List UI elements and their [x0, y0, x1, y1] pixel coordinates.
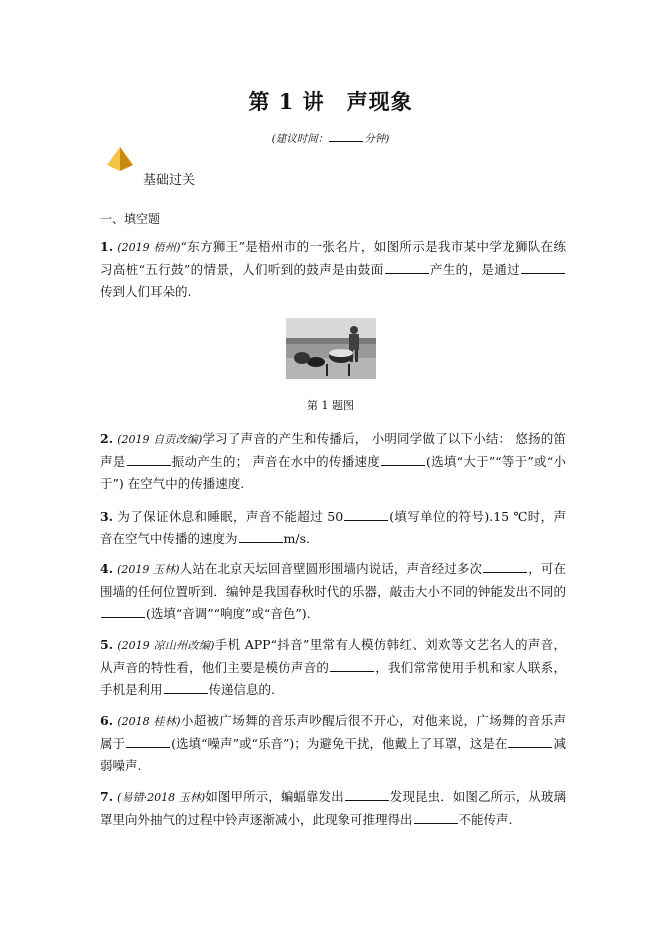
question-text: m/s. — [283, 531, 310, 546]
question-text: (填写单位的符号).15 ℃时，声音在空气中传播的速度为 — [100, 509, 566, 546]
question-text: ，可在围墙的任何位置听到．编钟是我国春秋时代的乐器，敲击大小不同的钟能发出不同的 — [100, 561, 566, 599]
time-hint — [0, 131, 661, 146]
question-1 — [100, 236, 566, 303]
question-3 — [100, 506, 566, 550]
question-text: 学习了声音的产生和传播后， 小明同学做了以下小结： 悠扬的笛声是 — [100, 431, 566, 469]
question-2 — [100, 428, 566, 495]
question-7 — [100, 786, 566, 831]
answer-blank — [344, 508, 388, 521]
question-text: 如图甲所示，蝙蝠靠发出 — [205, 789, 344, 804]
answer-blank — [101, 605, 145, 618]
answer-blank — [164, 681, 208, 694]
question-text: 传递信息的. — [208, 682, 275, 697]
question-text: 减弱噪声. — [100, 736, 566, 773]
question-text: 产生的，是通过 — [429, 262, 520, 277]
question-text: ，我们常常使用手机和家人联系，手机是利用 — [100, 660, 566, 697]
question-text: 手机 APP“抖音”里常有人模仿韩红、刘欢等文艺名人的声音，从声音的特性看，他们主要是模仿声音的 — [100, 637, 566, 675]
answer-blank — [345, 788, 389, 801]
answer-blank — [239, 530, 283, 543]
question-number: 3. — [100, 509, 114, 524]
answer-blank — [521, 261, 565, 274]
time-blank — [329, 132, 363, 142]
answer-blank — [414, 811, 458, 824]
answer-blank — [127, 453, 171, 466]
question-text: 传到人们耳朵的. — [100, 284, 192, 299]
question-number: 7. — [100, 789, 114, 804]
answer-blank — [330, 659, 374, 672]
question-4 — [100, 558, 566, 625]
question-text: (选填“音调”“响度”或“音色”). — [146, 606, 311, 621]
pyramid-icon — [105, 146, 135, 172]
question-text: “东方狮王”是梧州市的一张名片，如图所示是我市某中学龙狮队在练习高桩“五行鼓”的情景，人们听到的鼓声是由鼓面 — [100, 239, 566, 277]
question-text: 不能传声. — [458, 812, 513, 827]
question-text: (选填“噪声”或“乐音”)；为避免干扰，他戴上了耳罩，这是在 — [171, 736, 508, 751]
question-number: 1. — [100, 239, 114, 254]
question-number: 5. — [100, 637, 114, 652]
question-source: (2019 梧州) — [117, 241, 181, 254]
question-text: (选填“大于”“等于”或“小于”) 在空气中的传播速度. — [100, 454, 566, 491]
question-text: 为了保证休息和睡眠，声音不能超过 50 — [117, 509, 344, 524]
question-text: 人站在北京天坛回音壁圆形围墙内说话，声音经过多次 — [179, 561, 483, 576]
time-hint-prefix: (建议时间： — [271, 133, 329, 145]
question-6 — [100, 710, 566, 777]
question-source: (2019 自贡改编) — [117, 433, 203, 446]
question-source: (2018 桂林) — [117, 715, 181, 728]
question-number: 6. — [100, 713, 114, 728]
section-title: 基础过关 — [143, 173, 196, 188]
answer-blank — [126, 735, 170, 748]
dragon-dance-drum-photo — [286, 318, 376, 379]
question-source: (2019 凉山州改编) — [117, 639, 215, 652]
question-5 — [100, 634, 566, 701]
question-number: 2. — [100, 431, 114, 446]
question-number: 4. — [100, 561, 114, 576]
question-text: 小超被广场舞的音乐声吵醒后很不开心，对他来说，广场舞的音乐声属于 — [100, 713, 566, 751]
answer-blank — [385, 261, 429, 274]
question-source: (2019 玉林) — [117, 563, 180, 576]
question-text: 振动产生的； 声音在水中的传播速度 — [171, 454, 380, 469]
answer-blank — [483, 560, 527, 573]
question-text: 发现昆虫．如图乙所示，从玻璃罩里向外抽气的过程中铃声逐渐减小，此现象可推理得出 — [100, 789, 566, 827]
page-title: 第 1 讲 声现象 — [248, 89, 413, 114]
question-source: (易错·2018 玉林) — [117, 791, 206, 804]
answer-blank — [381, 453, 425, 466]
figure-caption: 第 1 题图 — [307, 399, 354, 412]
time-hint-suffix: 分钟) — [364, 133, 390, 145]
question-category: 一、填空题 — [100, 212, 161, 226]
answer-blank — [508, 735, 552, 748]
